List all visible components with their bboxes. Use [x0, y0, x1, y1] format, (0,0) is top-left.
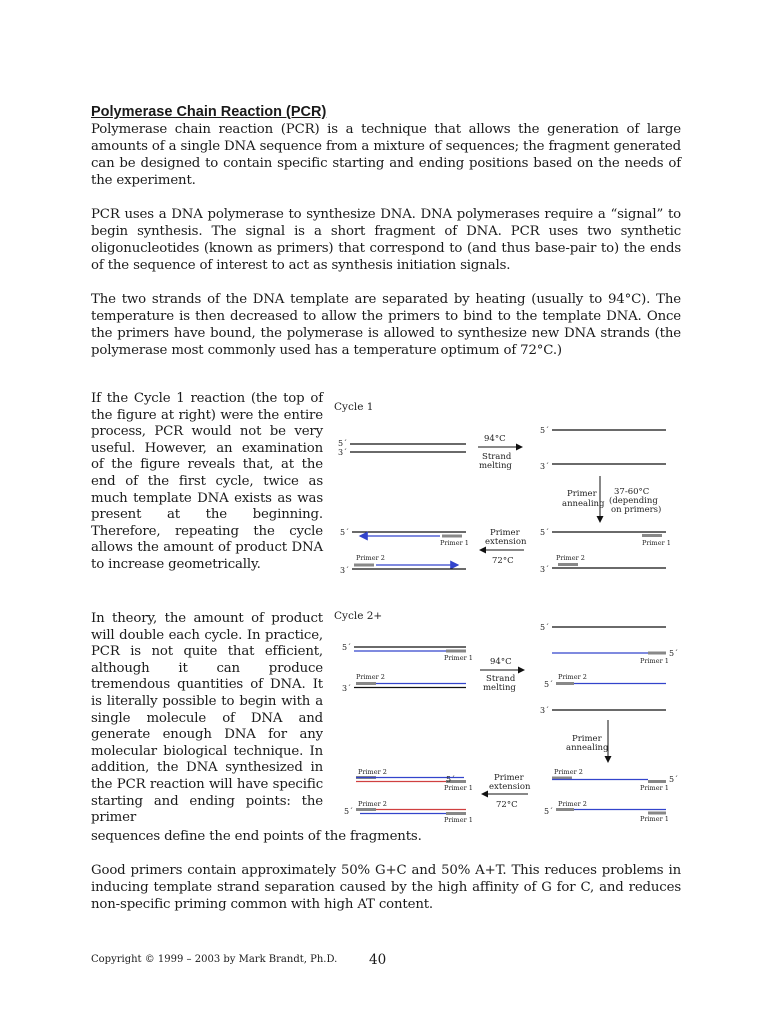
end-5-label: 5´ — [342, 643, 352, 652]
end-5-label: 5´ — [669, 649, 679, 658]
ext-temp-label: 72°C — [496, 800, 518, 810]
primer1-block — [442, 535, 462, 538]
end-5-label: 5´ — [544, 807, 554, 816]
primer1-label: Primer 1 — [642, 539, 671, 547]
primer2-label: Primer 2 — [358, 768, 387, 776]
annealing-label: annealing — [562, 499, 605, 509]
melting-label: melting — [479, 461, 512, 471]
primer2-label: Primer 2 — [358, 800, 387, 808]
paragraph-cycle1: If the Cycle 1 reaction (the top of the figure at right) were the entire process, PCR would not be very useful. However, an examination of the figure reveals that, at the end of the first cycle, twice as much template DNA exists as was present at the beginning. Therefore, repeating the cycle allows the amount of product DNA to increase geometrically. — [91, 391, 323, 572]
end-5-label: 5´ — [344, 807, 354, 816]
paragraph-strands: The two strands of the DNA template are separated by heating (usually to 94°C). The temperature is then decreased to allow the primers to bind to the template DNA. Once the primers have bound, the polymerase is allowed to synthesize new DNA strands (the polymerase most commonly used has a temperature optimum of 72°C.) — [91, 292, 681, 358]
primer2-block — [558, 563, 578, 566]
primer2-label: Primer 2 — [558, 800, 587, 808]
primer1-label: Primer 1 — [444, 654, 473, 662]
primer2-label: Primer 2 — [554, 768, 583, 776]
melt-temp-label: 94°C — [484, 434, 506, 444]
primer1-label: Primer 1 — [440, 539, 469, 547]
primer2-block — [356, 682, 376, 685]
primer2-block — [356, 808, 376, 811]
paragraph-good-primers: Good primers contain approximately 50% G+C and 50% A+T. This reduces problems in inducing template strand separation caused by the high affinity of G for C, and reduces non-specific priming common with high AT content. — [91, 863, 681, 912]
extension-label: extension — [489, 782, 531, 792]
primer1-label: Primer 1 — [640, 784, 669, 792]
melt-temp-label: 94°C — [490, 657, 512, 667]
end-3-label: 3´ — [338, 448, 348, 457]
cycle1-label: Cycle 1 — [334, 401, 374, 413]
primer2-block — [556, 808, 574, 811]
primer1-block — [648, 652, 666, 655]
end-5-label: 5´ — [446, 775, 456, 784]
primer1-block — [446, 650, 466, 653]
paragraph-intro: Polymerase chain reaction (PCR) is a technique that allows the generation of large amounts of a single DNA sequence from a mixture of sequences; the fragment generated can be designed to contain specific starting and ending positions based on the needs of the experiment. — [91, 122, 681, 188]
paragraph-theory: In theory, the amount of product will double each cycle. In practice, PCR is not quite that efficient, although it can produce tremendous quantities of DNA. It is literally possible to begin with a single molecule of DNA and generate enough DNA for any molecular biological technique. In addition, the DNA synthesized in the PCR reaction will have specific starting and ending points: the primer — [91, 611, 323, 826]
primer2-block — [556, 682, 574, 685]
end-5-label: 5´ — [544, 680, 554, 689]
primer1-label: Primer 1 — [444, 784, 473, 792]
primer1-label: Primer 1 — [640, 657, 669, 665]
annealing-label: annealing — [566, 743, 609, 753]
end-5-label: 5´ — [540, 528, 550, 537]
primer2-label: Primer 2 — [356, 673, 385, 681]
melting-label: melting — [483, 683, 516, 693]
end-3-label: 3´ — [540, 565, 550, 574]
primer1-block — [642, 534, 662, 537]
end-3-label: 3´ — [342, 684, 352, 693]
end-3-label: 3´ — [540, 706, 550, 715]
primer-label: Primer — [490, 528, 520, 538]
primer1-label: Primer 1 — [640, 815, 669, 823]
primer-label: Primer — [572, 734, 602, 744]
strand-label: Strand — [486, 674, 516, 684]
end-5-label: 5´ — [340, 528, 350, 537]
primer-label: Primer — [494, 773, 524, 783]
end-3-label: 3´ — [540, 462, 550, 471]
primer-label: Primer — [567, 489, 597, 499]
pcr-cycle-figure — [330, 390, 680, 830]
ext-temp-label: 72°C — [492, 556, 514, 566]
primer1-label: Primer 1 — [444, 816, 473, 824]
primer2-label: Primer 2 — [558, 673, 587, 681]
page-number: 40 — [369, 952, 387, 968]
primer1-block — [648, 780, 666, 783]
primer2-label: Primer 2 — [556, 554, 585, 562]
end-5-label: 5´ — [338, 439, 348, 448]
end-3-label: 3´ — [340, 566, 350, 575]
main-content — [91, 104, 681, 359]
paragraph-theory-tail: sequences define the end points of the fragments. — [91, 829, 422, 844]
end-5-label: 5´ — [540, 426, 550, 435]
footer-copyright: Copyright © 1999 – 2003 by Mark Brandt, Ph.D. — [91, 954, 338, 965]
section-title: Polymerase Chain Reaction (PCR) — [91, 104, 327, 120]
depending-label: (depending — [609, 496, 658, 506]
primer1-block — [446, 812, 466, 815]
extension-label: extension — [485, 537, 527, 547]
cycle2-label: Cycle 2+ — [334, 610, 383, 622]
paragraph-primers: PCR uses a DNA polymerase to synthesize DNA. DNA polymerases require a “signal” to begin synthesis. The signal is a short fragment of DNA. PCR uses two synthetic oligonucleotides (known as primers) that correspond to (and thus base-pair to) the ends of the sequence of interest to act as synthesis initiation signals. — [91, 207, 681, 273]
end-5-label: 5´ — [540, 623, 550, 632]
anneal-temp-label: 37-60°C — [614, 487, 650, 497]
primer2-label: Primer 2 — [356, 554, 385, 562]
primer2-block — [354, 564, 374, 567]
on-primers-label: on primers) — [611, 505, 662, 515]
strand-label: Strand — [482, 452, 512, 462]
end-5-label: 5´ — [669, 775, 679, 784]
